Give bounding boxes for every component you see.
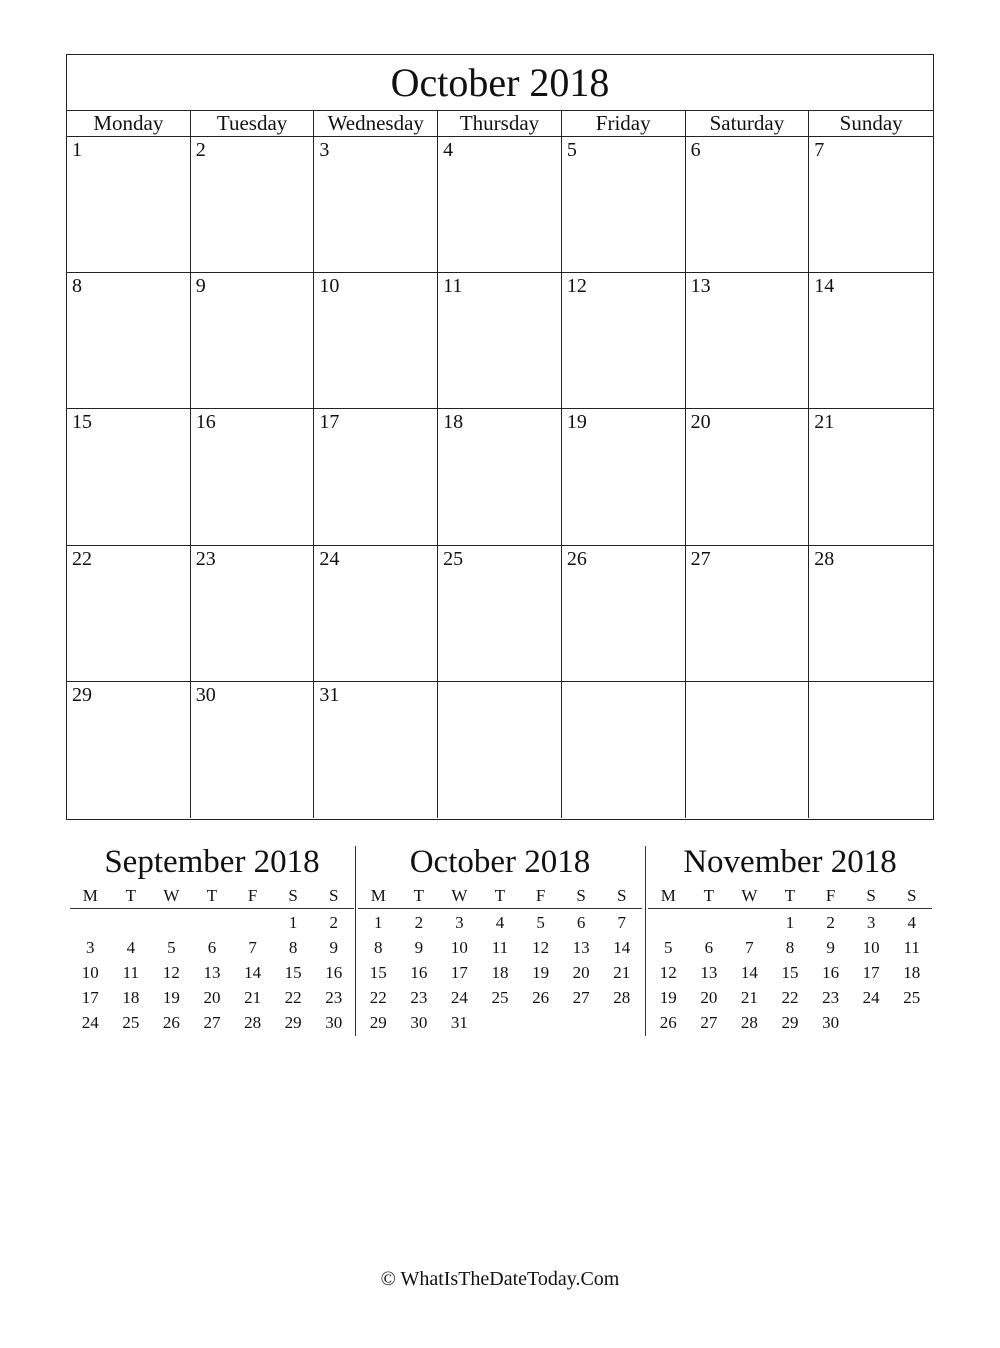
mini-day-cell: 7 bbox=[248, 938, 257, 957]
day-cell: 4 bbox=[438, 137, 562, 273]
day-cell: 26 bbox=[562, 546, 686, 682]
weekday-header-cell: Friday bbox=[562, 111, 686, 136]
mini-weekday-header: W bbox=[729, 884, 770, 909]
day-cell: 10 bbox=[314, 273, 438, 409]
mini-weekday-header: T bbox=[770, 884, 811, 909]
mini-day-cell: 26 bbox=[162, 1013, 180, 1032]
day-cell: 30 bbox=[191, 682, 315, 818]
main-calendar-grid bbox=[67, 137, 933, 818]
mini-calendar-title: September 2018 bbox=[104, 844, 320, 880]
mini-day-cell: 18 bbox=[903, 963, 921, 982]
mini-day-cell: 17 bbox=[862, 963, 880, 982]
day-cell: 25 bbox=[438, 546, 562, 682]
mini-day-cell: 29 bbox=[284, 1013, 302, 1032]
day-cell: 7 bbox=[809, 137, 933, 273]
main-calendar bbox=[66, 54, 934, 820]
mini-day-cell: 23 bbox=[325, 988, 343, 1007]
mini-calendar-grid bbox=[70, 884, 354, 1034]
mini-day-cell: 25 bbox=[491, 988, 509, 1007]
mini-day-cell: 24 bbox=[81, 1013, 99, 1032]
day-cell: 28 bbox=[809, 546, 933, 682]
mini-day-cell: 25 bbox=[903, 988, 921, 1007]
mini-day-cell: 2 bbox=[329, 913, 338, 932]
mini-day-cell: 1 bbox=[288, 913, 298, 932]
mini-day-cell: 9 bbox=[329, 938, 338, 957]
mini-day-cell: 14 bbox=[244, 963, 262, 982]
mini-day-cell: 22 bbox=[284, 988, 302, 1007]
mini-day-cell bbox=[480, 1009, 521, 1034]
mini-weekday-header: M bbox=[648, 884, 689, 909]
day-cell bbox=[809, 682, 933, 818]
mini-day-cell: 29 bbox=[781, 1013, 799, 1032]
day-cell: 2 bbox=[191, 137, 315, 273]
mini-day-cell: 20 bbox=[700, 988, 718, 1007]
mini-day-cell: 23 bbox=[410, 988, 428, 1007]
mini-day-cell: 11 bbox=[122, 963, 140, 982]
mini-day-cell: 22 bbox=[781, 988, 799, 1007]
mini-day-cell: 28 bbox=[244, 1013, 262, 1032]
mini-day-cell: 3 bbox=[455, 913, 464, 932]
mini-day-cell: 28 bbox=[613, 988, 631, 1007]
mini-day-cell: 3 bbox=[86, 938, 95, 957]
mini-weekday-header: S bbox=[561, 884, 602, 909]
mini-weekday-header: F bbox=[232, 884, 273, 909]
mini-day-cell: 15 bbox=[781, 963, 799, 982]
day-cell bbox=[686, 682, 810, 818]
mini-day-cell: 11 bbox=[903, 938, 920, 957]
mini-day-cell: 3 bbox=[866, 913, 876, 932]
day-cell: 18 bbox=[438, 409, 562, 545]
day-cell: 20 bbox=[686, 409, 810, 545]
mini-calendar-november bbox=[648, 842, 932, 1034]
day-cell: 8 bbox=[67, 273, 191, 409]
mini-day-cell: 16 bbox=[325, 963, 343, 982]
mini-weekday-header: T bbox=[689, 884, 730, 909]
weekday-header-cell: Tuesday bbox=[191, 111, 315, 136]
mini-day-cell: 20 bbox=[203, 988, 221, 1007]
mini-weekday-header: W bbox=[151, 884, 192, 909]
mini-day-cell bbox=[851, 1009, 892, 1034]
mini-calendar-grid bbox=[358, 884, 642, 1034]
mini-weekday-header: F bbox=[520, 884, 561, 909]
mini-day-cell: 4 bbox=[495, 913, 505, 932]
mini-weekday-header: W bbox=[439, 884, 480, 909]
mini-day-cell: 15 bbox=[369, 963, 387, 982]
weekday-header-cell: Sunday bbox=[839, 111, 903, 135]
day-cell: 24 bbox=[314, 546, 438, 682]
mini-day-cell: 12 bbox=[659, 963, 677, 982]
mini-day-cell: 19 bbox=[659, 988, 677, 1007]
mini-weekday-header: T bbox=[111, 884, 152, 909]
mini-day-cell: 13 bbox=[572, 938, 590, 957]
mini-day-cell: 17 bbox=[450, 963, 468, 982]
mini-day-cell: 27 bbox=[700, 1013, 718, 1032]
mini-day-cell: 17 bbox=[81, 988, 99, 1007]
mini-day-cell: 8 bbox=[374, 938, 383, 957]
mini-day-cell: 10 bbox=[862, 938, 880, 957]
mini-calendar-october bbox=[358, 842, 642, 1034]
mini-weekday-header: T bbox=[399, 884, 440, 909]
mini-day-cell: 2 bbox=[826, 913, 835, 932]
mini-day-cell: 6 bbox=[576, 913, 586, 932]
mini-day-cell bbox=[70, 909, 111, 934]
mini-day-cell: 22 bbox=[369, 988, 387, 1007]
mini-day-cell: 7 bbox=[745, 938, 754, 957]
mini-day-cell: 18 bbox=[491, 963, 509, 982]
mini-day-cell: 30 bbox=[822, 1013, 840, 1032]
day-cell: 15 bbox=[67, 409, 191, 545]
mini-day-cell bbox=[891, 1009, 932, 1034]
mini-day-cell: 26 bbox=[659, 1013, 677, 1032]
day-cell: 22 bbox=[67, 546, 191, 682]
day-cell: 3 bbox=[314, 137, 438, 273]
mini-day-cell: 19 bbox=[532, 963, 550, 982]
day-cell: 11 bbox=[438, 273, 562, 409]
mini-calendar-grid bbox=[648, 884, 932, 1034]
day-cell: 29 bbox=[67, 682, 191, 818]
mini-day-cell bbox=[151, 909, 192, 934]
mini-day-cell bbox=[689, 909, 730, 934]
mini-day-cell: 29 bbox=[369, 1013, 387, 1032]
mini-day-cell: 6 bbox=[704, 938, 714, 957]
mini-weekday-header: S bbox=[273, 884, 314, 909]
mini-calendar-september bbox=[70, 842, 354, 1034]
day-cell: 21 bbox=[809, 409, 933, 545]
day-cell: 27 bbox=[686, 546, 810, 682]
weekday-header-cell: Saturday bbox=[686, 111, 810, 136]
day-cell: 6 bbox=[686, 137, 810, 273]
mini-day-cell: 11 bbox=[491, 938, 509, 957]
weekday-header-row bbox=[67, 111, 933, 137]
day-cell: 9 bbox=[191, 273, 315, 409]
mini-day-cell: 10 bbox=[450, 938, 468, 957]
mini-day-cell: 28 bbox=[740, 1013, 758, 1032]
mini-weekday-header: S bbox=[851, 884, 892, 909]
mini-day-cell: 16 bbox=[410, 963, 428, 982]
mini-calendar-title: October 2018 bbox=[409, 844, 591, 880]
mini-day-cell bbox=[648, 909, 689, 934]
mini-day-cell: 31 bbox=[450, 1013, 468, 1032]
mini-day-cell bbox=[520, 1009, 561, 1034]
mini-day-cell: 14 bbox=[613, 938, 631, 957]
day-cell: 13 bbox=[686, 273, 810, 409]
mini-day-cell: 23 bbox=[822, 988, 840, 1007]
mini-day-cell: 9 bbox=[414, 938, 424, 957]
mini-weekday-header: S bbox=[313, 884, 354, 909]
day-cell: 14 bbox=[809, 273, 933, 409]
mini-weekday-header: F bbox=[810, 884, 851, 909]
mini-day-cell bbox=[729, 909, 770, 934]
mini-day-cell: 8 bbox=[785, 938, 795, 957]
mini-day-cell: 4 bbox=[126, 938, 136, 957]
mini-day-cell: 18 bbox=[122, 988, 140, 1007]
mini-weekday-header: T bbox=[480, 884, 521, 909]
mini-day-cell: 4 bbox=[907, 913, 916, 932]
mini-weekday-header: S bbox=[891, 884, 932, 909]
mini-day-cell: 20 bbox=[572, 963, 590, 982]
mini-weekday-header: S bbox=[601, 884, 642, 909]
day-cell: 5 bbox=[562, 137, 686, 273]
mini-day-cell: 16 bbox=[822, 963, 840, 982]
mini-day-cell: 19 bbox=[162, 988, 180, 1007]
footer-copyright: © WhatIsTheDateToday.Com bbox=[380, 1268, 620, 1290]
mini-calendar-divider bbox=[355, 846, 356, 1036]
mini-day-cell: 8 bbox=[288, 938, 298, 957]
mini-day-cell: 25 bbox=[122, 1013, 140, 1032]
mini-day-cell: 1 bbox=[785, 913, 795, 932]
mini-day-cell: 2 bbox=[414, 913, 424, 932]
mini-day-cell: 30 bbox=[410, 1013, 428, 1032]
day-cell: 19 bbox=[562, 409, 686, 545]
weekday-header-cell: Monday bbox=[67, 111, 191, 136]
mini-day-cell bbox=[192, 909, 233, 934]
weekday-header-cell: Thursday bbox=[438, 111, 562, 136]
mini-day-cell: 13 bbox=[700, 963, 718, 982]
mini-calendar-divider bbox=[645, 846, 646, 1036]
mini-day-cell: 30 bbox=[325, 1013, 343, 1032]
mini-day-cell: 1 bbox=[374, 913, 383, 932]
mini-day-cell: 12 bbox=[162, 963, 180, 982]
mini-day-cell bbox=[111, 909, 152, 934]
mini-day-cell: 5 bbox=[664, 938, 673, 957]
mini-day-cell: 5 bbox=[536, 913, 545, 932]
mini-day-cell bbox=[601, 1009, 642, 1034]
main-calendar-title: October 2018 bbox=[67, 55, 933, 111]
mini-calendar-title: November 2018 bbox=[683, 844, 897, 880]
mini-day-cell: 21 bbox=[244, 988, 262, 1007]
mini-day-cell: 21 bbox=[740, 988, 758, 1007]
mini-day-cell: 10 bbox=[81, 963, 99, 982]
mini-day-cell: 15 bbox=[284, 963, 302, 982]
mini-day-cell: 7 bbox=[617, 913, 626, 932]
day-cell bbox=[562, 682, 686, 818]
mini-day-cell: 27 bbox=[572, 988, 590, 1007]
mini-day-cell: 27 bbox=[203, 1013, 221, 1032]
day-cell: 17 bbox=[314, 409, 438, 545]
mini-day-cell: 12 bbox=[532, 938, 550, 957]
mini-day-cell bbox=[561, 1009, 602, 1034]
mini-day-cell: 9 bbox=[826, 938, 835, 957]
day-cell: 31 bbox=[314, 682, 438, 818]
weekday-header-cell: Wednesday bbox=[314, 111, 438, 136]
mini-weekday-header: M bbox=[70, 884, 111, 909]
day-cell: 1 bbox=[67, 137, 191, 273]
day-cell: 23 bbox=[191, 546, 315, 682]
day-cell: 16 bbox=[191, 409, 315, 545]
day-cell bbox=[438, 682, 562, 818]
mini-day-cell: 6 bbox=[207, 938, 217, 957]
mini-day-cell: 14 bbox=[740, 963, 758, 982]
mini-day-cell: 13 bbox=[203, 963, 221, 982]
mini-day-cell: 24 bbox=[862, 988, 880, 1007]
day-cell: 12 bbox=[562, 273, 686, 409]
mini-day-cell: 24 bbox=[450, 988, 468, 1007]
mini-day-cell: 21 bbox=[613, 963, 631, 982]
mini-weekday-header: M bbox=[358, 884, 399, 909]
mini-day-cell: 26 bbox=[532, 988, 550, 1007]
mini-weekday-header: T bbox=[192, 884, 233, 909]
mini-day-cell: 5 bbox=[167, 938, 176, 957]
mini-day-cell bbox=[232, 909, 273, 934]
